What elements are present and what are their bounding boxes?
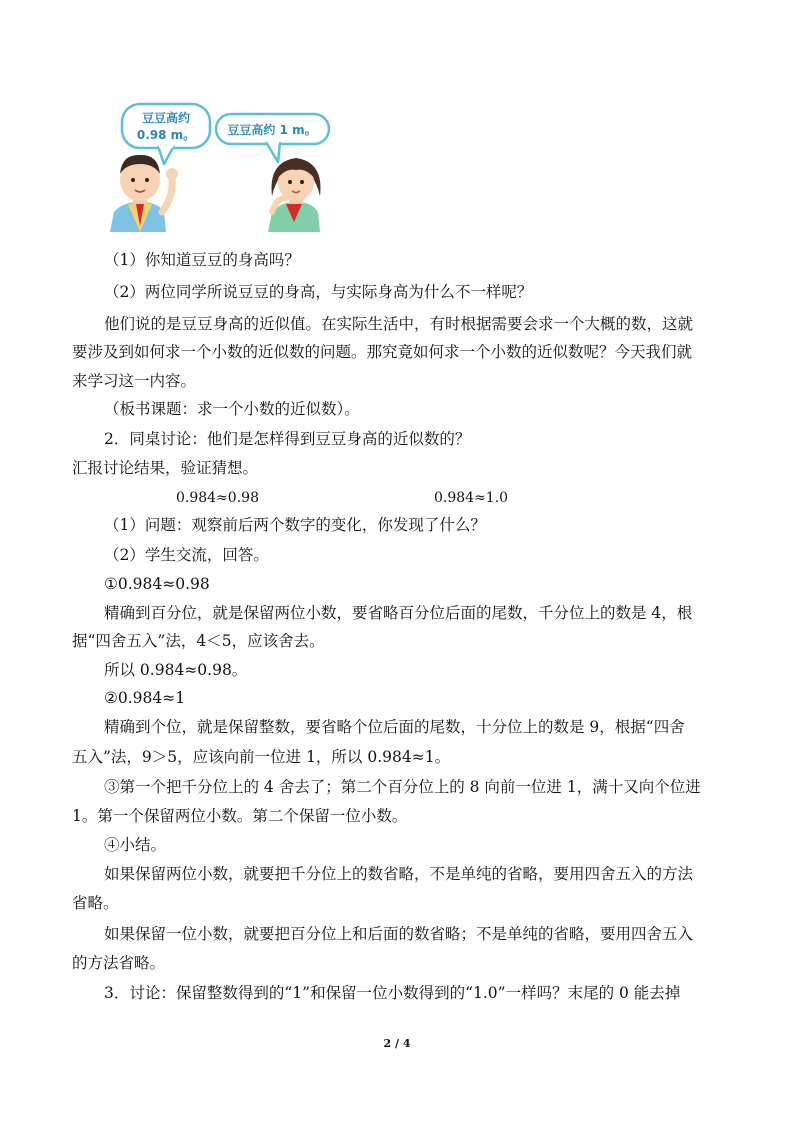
student-answer: （2）学生交流，回答。 xyxy=(104,546,269,564)
math-right: 0.984≈1.0 xyxy=(434,490,509,506)
paragraph-line: 五入”法，9＞5，应该向前一位进 1，所以 0.984≈1。 xyxy=(72,748,451,766)
question-2: （2）两位同学所说豆豆的身高，与实际身高为什么不一样呢？ xyxy=(104,283,533,301)
paragraph-line: 所以 0.984≈0.98。 xyxy=(104,661,248,679)
bubble-girl-text: 豆豆高约 1 m。 xyxy=(227,123,317,137)
case-2: ②0.984≈1 xyxy=(104,689,186,707)
math-left: 0.984≈0.98 xyxy=(176,490,259,506)
paragraph-line: 省略。 xyxy=(72,894,119,912)
paragraph-line: 他们说的是豆豆身高的近似值。在实际生活中，有时根据需要会求一个大概的数，这就 xyxy=(104,315,694,333)
paragraph-line: 来学习这一内容。 xyxy=(72,372,197,390)
section-3-heading: 3．讨论：保留整数得到的“1”和保留一位小数得到的“1.0”一样吗？末尾的 0 能去掉 xyxy=(104,984,681,1002)
paragraph-line: 1。第一个保留两位小数。第二个保留一位小数。 xyxy=(72,807,408,825)
bubble-boy-line1: 豆豆高约 xyxy=(141,111,191,125)
girl-figure xyxy=(268,158,321,232)
page-number: 2 / 4 xyxy=(383,1037,411,1050)
paragraph-line: 据“四舍五入”法，4＜5，应该舍去。 xyxy=(72,632,325,650)
boy-figure xyxy=(110,155,178,232)
paragraph-line: 如果保留一位小数，就要把百分位上和后面的数省略；不是单纯的省略，要用四舍五入 xyxy=(104,925,694,943)
section-2-heading: 2．同桌讨论：他们是怎样得到豆豆身高的近似数的？ xyxy=(104,430,471,448)
paragraph-line: 要涉及到如何求一个小数的近似数的问题。那究竟如何求一个小数的近似数呢？今天我们就 xyxy=(72,343,693,361)
paragraph-line: 精确到百分位，就是保留两位小数，要省略百分位后面的尾数，千分位上的数是 4，根 xyxy=(104,604,693,622)
case-3: ③第一个把千分位上的 4 舍去了；第二个百分位上的 8 向前一位进 1，满十又向个位进 xyxy=(104,778,701,796)
summary-heading: ④小结。 xyxy=(104,836,167,854)
question-1: （1）你知道豆豆的身高吗？ xyxy=(104,251,300,269)
bubble-boy-line2: 0.98 m。 xyxy=(136,128,196,142)
paragraph-line: 如果保留两位小数，就要把千分位上的数省略，不是单纯的省略，要用四舍五入的方法 xyxy=(104,865,694,883)
paragraph-line: 的方法省略。 xyxy=(72,954,166,972)
textbook-illustration xyxy=(100,100,335,232)
observe-question: （1）问题：观察前后两个数字的变化，你发现了什么？ xyxy=(104,516,486,534)
speech-bubble-girl xyxy=(216,114,329,162)
speech-bubble-boy xyxy=(122,104,210,164)
board-title: （板书课题：求一个小数的近似数）。 xyxy=(104,400,360,418)
report-line: 汇报讨论结果，验证猜想。 xyxy=(72,459,259,477)
paragraph-line: 精确到个位，就是保留整数，要省略个位后面的尾数，十分位上的数是 9，根据“四舍 xyxy=(104,718,685,736)
case-1: ①0.984≈0.98 xyxy=(104,575,210,593)
